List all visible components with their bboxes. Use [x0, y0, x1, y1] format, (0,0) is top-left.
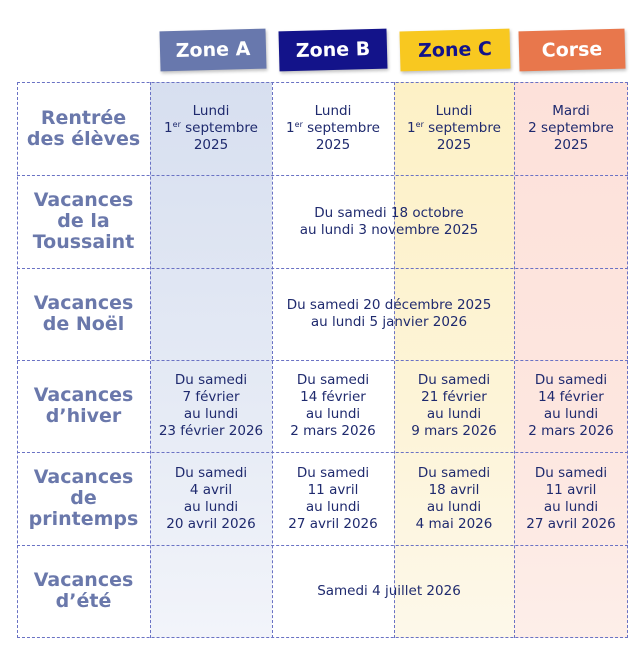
printemps-zone-c: Du samedi 18 avril au lundi 4 mai 2026 — [415, 464, 493, 532]
rentree-zone-c: Lundi 1er septembre 2025 — [407, 103, 501, 153]
zone-a-header: Zone A — [159, 29, 266, 72]
zone-c-header: Zone C — [399, 29, 510, 72]
zone-b-header: Zone B — [278, 29, 387, 72]
ete-all-zones: Samedi 4 juillet 2026 — [317, 582, 461, 599]
printemps-zone-a: Du samedi 4 avril au lundi 20 avril 2026 — [166, 464, 256, 532]
rentree-zone-a: Lundi 1er septembre 2025 — [164, 103, 258, 153]
grid-line — [17, 637, 628, 638]
row-label-toussaint: Vacances de la Toussaint — [32, 189, 135, 253]
rentree-corse: Mardi 2 septembre 2025 — [528, 103, 614, 153]
printemps-corse: Du samedi 11 avril au lundi 27 avril 2026 — [526, 464, 616, 532]
noel-all-zones: Du samedi 20 décembre 2025 au lundi 5 janvier 2026 — [286, 297, 492, 330]
row-label-ete: Vacances d’été — [33, 569, 134, 612]
hiver-zone-c: Du samedi 21 février au lundi 9 mars 2026 — [411, 372, 497, 439]
hiver-zone-a: Du samedi 7 février au lundi 23 février 2026 — [158, 372, 264, 439]
corse-header: Corse — [518, 29, 625, 72]
toussaint-all-zones: Du samedi 18 octobre au lundi 3 novembre 2025 — [299, 204, 479, 238]
hiver-zone-b: Du samedi 14 février au lundi 2 mars 2026 — [290, 372, 376, 439]
hiver-corse: Du samedi 14 février au lundi 2 mars 2026 — [528, 372, 614, 439]
rentree-zone-b: Lundi 1er septembre 2025 — [286, 103, 380, 153]
row-label-rentree: Rentrée des élèves — [26, 106, 141, 150]
row-label-hiver: Vacances d’hiver — [33, 384, 134, 427]
row-label-noel: Vacances de Noël — [33, 292, 134, 335]
printemps-zone-b: Du samedi 11 avril au lundi 27 avril 2026 — [288, 464, 378, 532]
row-label-printemps: Vacances de printemps — [28, 466, 139, 530]
